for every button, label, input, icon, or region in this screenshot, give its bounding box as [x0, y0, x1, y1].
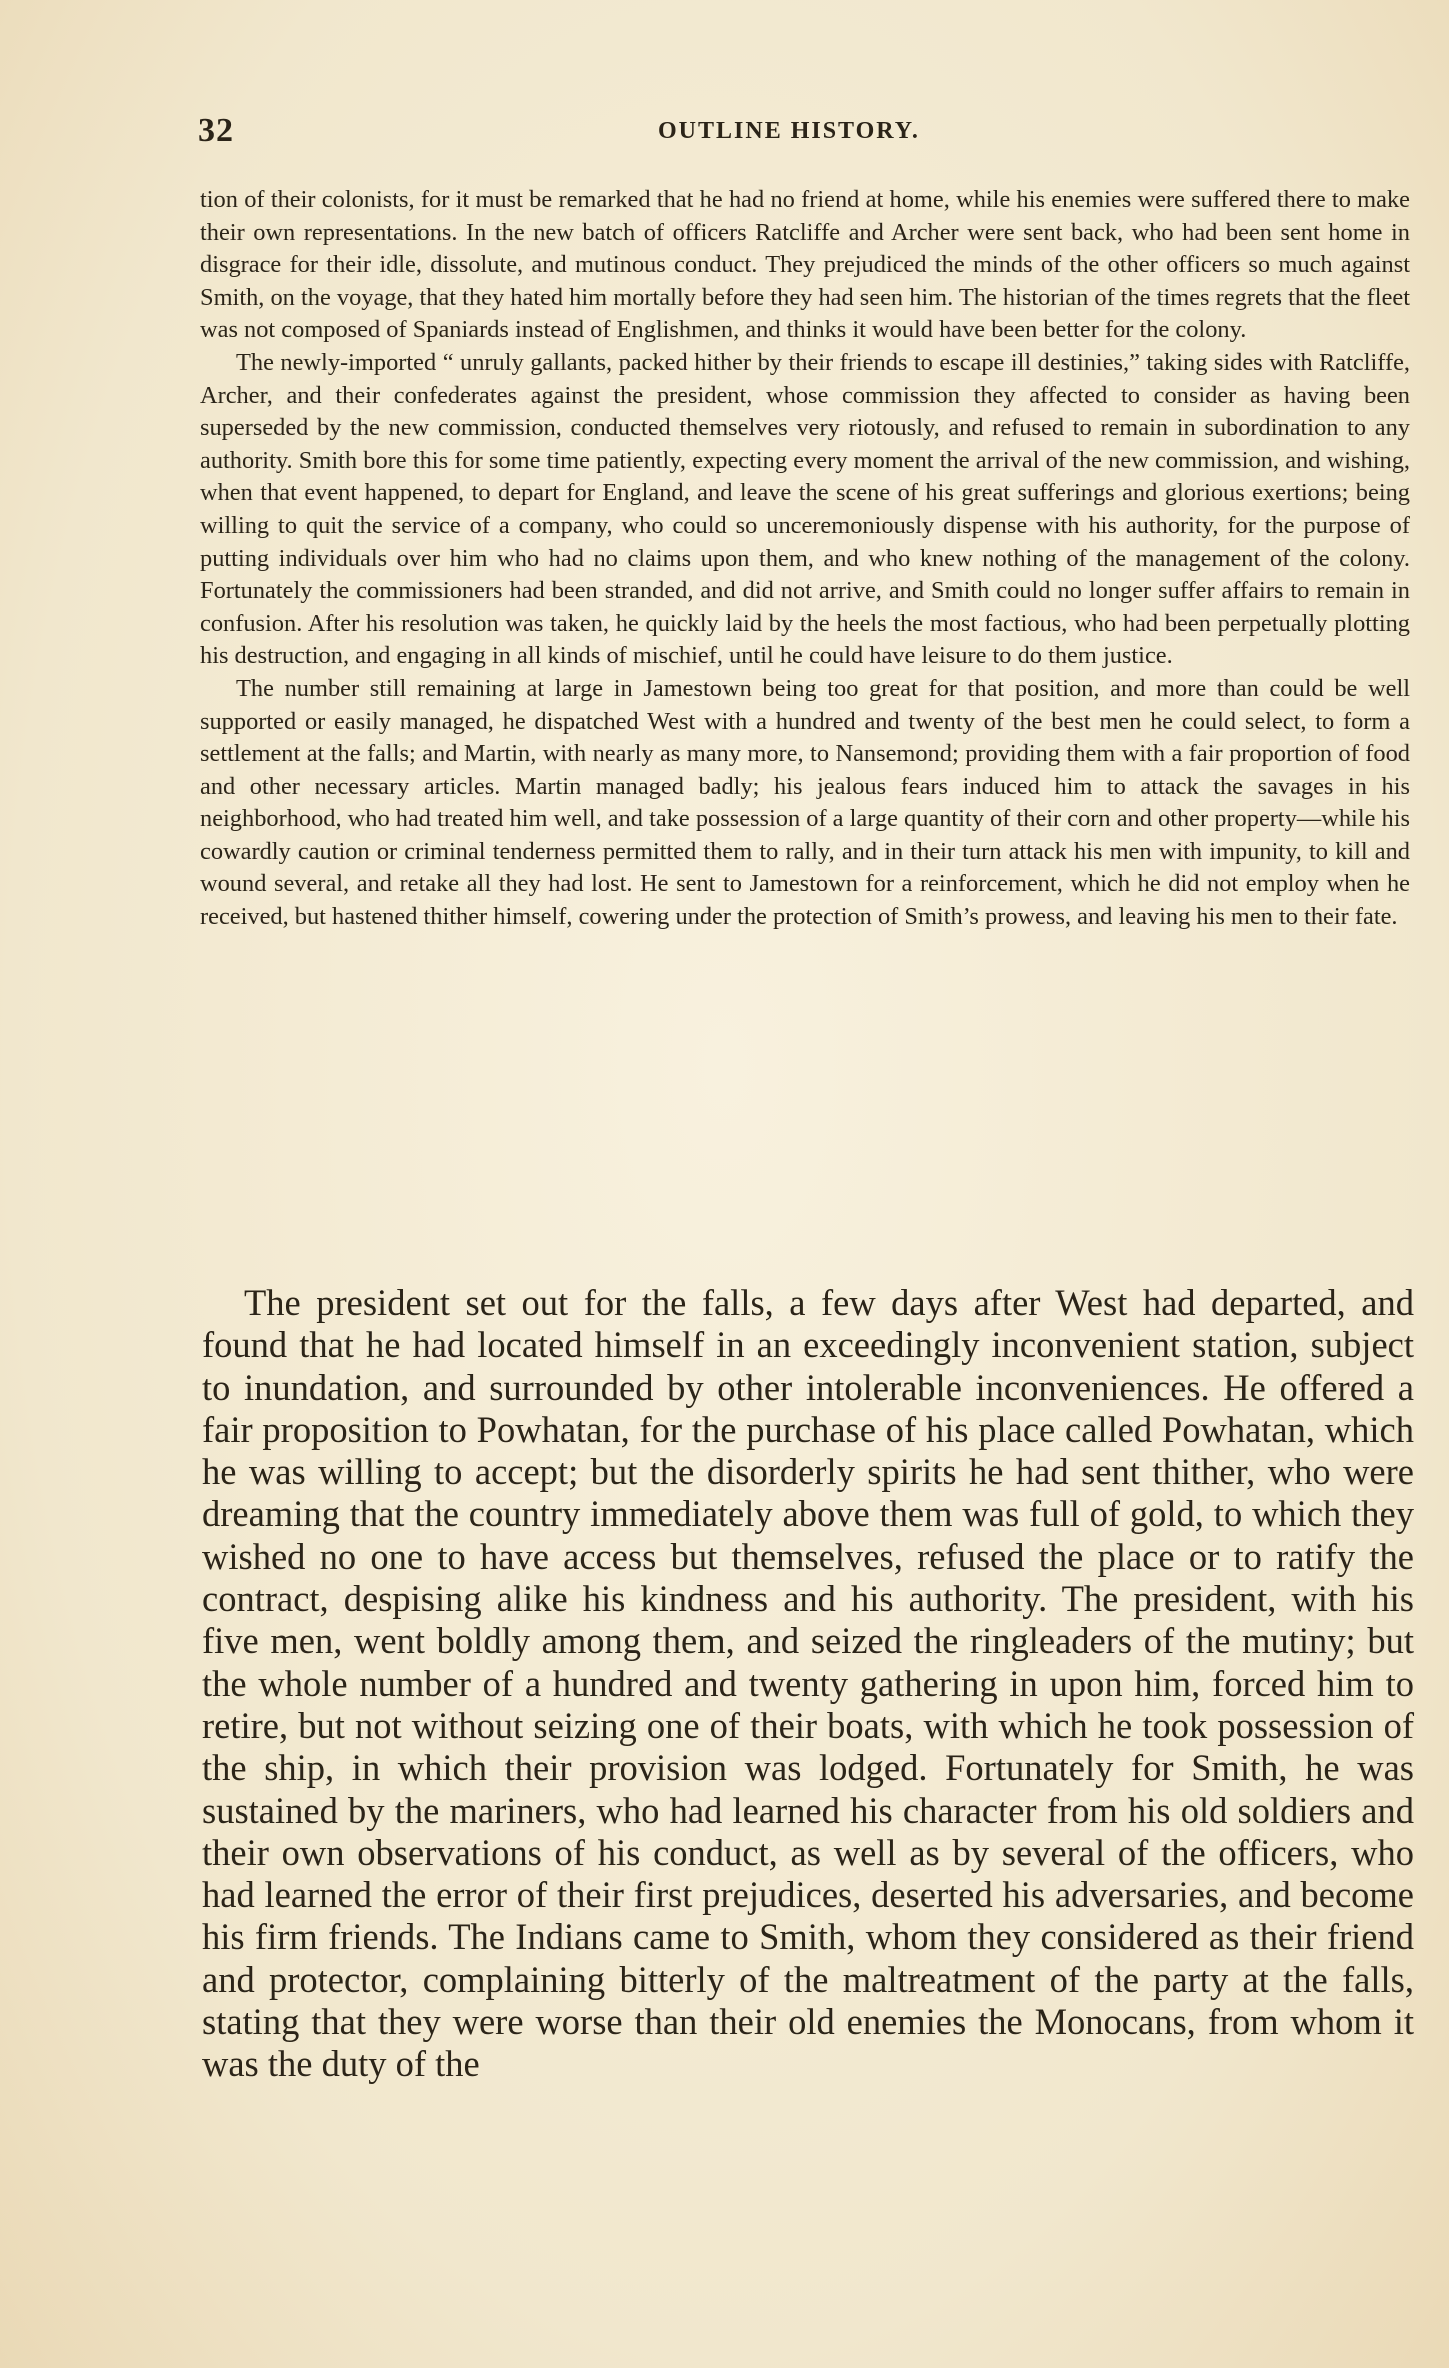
paragraph-continuation: tion of their colonists, for it must be remarked that he had no friend at home, while his enemies were suffered there to make their own representations. In the new batch of officers Ratcliffe and Archer were sent back, who had been sent home in disgrace for their idle, dissolute, and mutinous conduct. They prejudiced the minds of the other officers so much against Smith, on the voyage, that they hated him mortally before they had seen him. The historian of the times regrets that the fleet was not composed of Spaniards instead of Englishmen, and thinks it would have been better for the colony.	[200, 186, 1410, 344]
large-print-section	[202, 1282, 1414, 2086]
page-header	[198, 112, 1413, 152]
paragraph-jamestown-settlement: The number still remaining at large in Jamestown being too great for that position, and more than could be well supported or easily managed, he dispatched West with a hundred and twenty of the best men he could select, to form a settlement at the falls; and Martin, with nearly as many more, to Nansemond; providing them with a fair proportion of food and other necessary articles. Martin managed badly; his jealous fears induced him to attack the savages in his neighborhood, who had treated him well, and take possession of a large quantity of their corn and other property—while his cowardly caution or criminal tenderness permitted them to rally, and in their turn attack his men with impunity, to kill and wound several, and retake all they had lost. He sent to Jamestown for a reinforcement, which he did not employ when he received, but hastened thither himself, cowering under the protection of Smith’s prowess, and leaving his men to their fate.	[200, 674, 1410, 931]
paragraph-president-falls: The president set out for the falls, a few days after West had departed, and found that he had located himself in an exceedingly inconvenient station, subject to inundation, and surrounded by other intolerable inconveniences. He offered a fair proposition to Powhatan, for the purchase of his place called Powhatan, which he was willing to accept; but the disorderly spirits he had sent thither, who were dreaming that the country immediately above them was full of gold, to which they wished no one to have access but themselves, refused the place or to ratify the contract, despising alike his kindness and his authority. The president, with his five men, went boldly among them, and seized the ringleaders of the mutiny; but the whole number of a hundred and twenty gathering in upon him, forced him to retire, but not without seizing one of their boats, with which he took possession of the ship, in which their provision was lodged. Fortunately for Smith, he was sustained by the mariners, who had learned his character from his old soldiers and their own observations of his conduct, as well as by several of the officers, who had learned the error of their first prejudices, deserted his adversaries, and become his firm friends. The Indians came to Smith, whom they considered as their friend and protector, complaining bitterly of the maltreatment of the party at the falls, stating that they were worse than their old enemies the Monocans, from whom it was the duty of the	[202, 1282, 1414, 2085]
running-head: OUTLINE HISTORY.	[658, 118, 920, 144]
paragraph-unruly-gallants: The newly-imported “ unruly gallants, packed hither by their friends to escape ill destinies,” taking sides with Ratcliffe, Archer, and their confederates against the president, whose commission they affected to consider as having been superseded by the new commission, conducted themselves very riotously, and refused to remain in subordination to any authority. Smith bore this for some time patiently, expecting every moment the arrival of the new commission, and wishing, when that event happened, to depart for England, and leave the scene of his great sufferings and glorious exertions; being willing to quit the service of a company, who could so unceremoniously dispense with his authority, for the purpose of putting individuals over him who had no claims upon them, and who knew nothing of the management of the colony. Fortunately the commissioners had been stranded, and did not arrive, and Smith could no longer suffer affairs to remain in confusion. After his resolution was taken, he quickly laid by the heels the most factious, who had been perpetually plotting his destruction, and engaging in all kinds of mischief, until he could have leisure to do them justice.	[200, 348, 1410, 670]
small-print-section	[200, 184, 1410, 934]
page-number: 32	[198, 112, 234, 149]
